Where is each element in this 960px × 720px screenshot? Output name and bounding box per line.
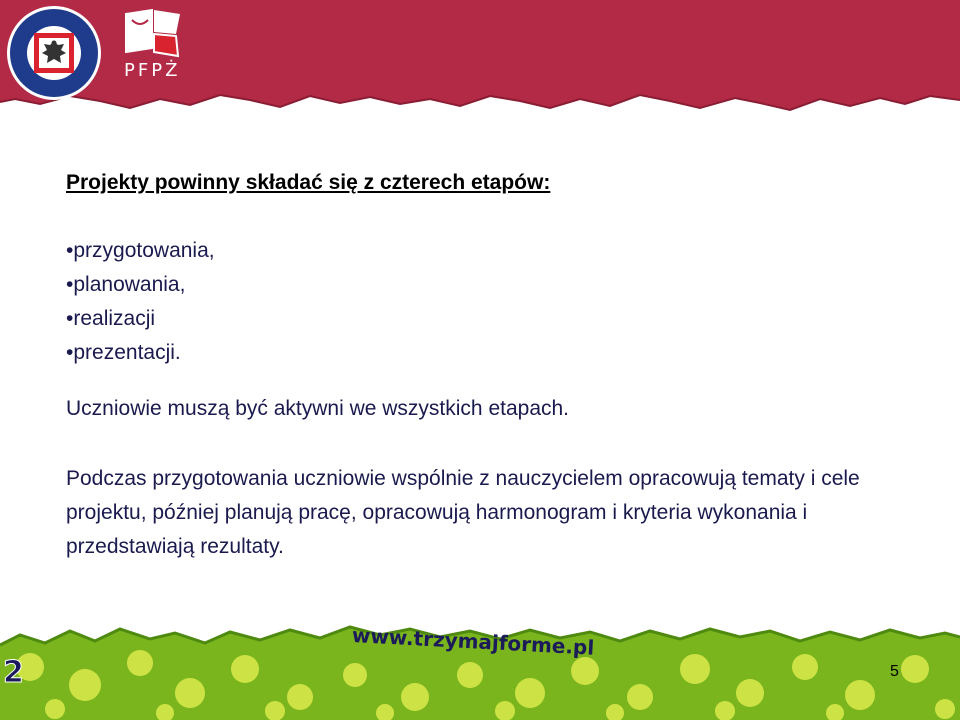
students-active-text: Uczniowie muszą być aktywni we wszystkich etapach.: [66, 397, 570, 420]
list-item: • przygotowania,: [66, 234, 215, 268]
slide-title: Projekty powinny składać się z czterech etapów:: [66, 171, 551, 194]
pfpz-label: PFPŻ: [124, 60, 181, 81]
pis-logo: [4, 3, 104, 103]
badge-number: 2: [3, 655, 24, 690]
list-item: • planowania,: [66, 268, 215, 302]
website-url[interactable]: www.trzymajforme.pl: [351, 623, 595, 660]
page-number: 5: [890, 663, 899, 680]
list-item: • prezentacji.: [66, 336, 215, 370]
description-paragraph: Podczas przygotowania uczniowie wspólnie z nauczycielem opracowują tematy i cele projektu, później planują pracę, opracowują harmonogram i kryteria wykonania i przedstawiają rezultaty.: [66, 467, 860, 558]
list-item: • realizacji: [66, 302, 215, 336]
footer-band: [0, 605, 960, 720]
stages-list: [66, 234, 215, 370]
